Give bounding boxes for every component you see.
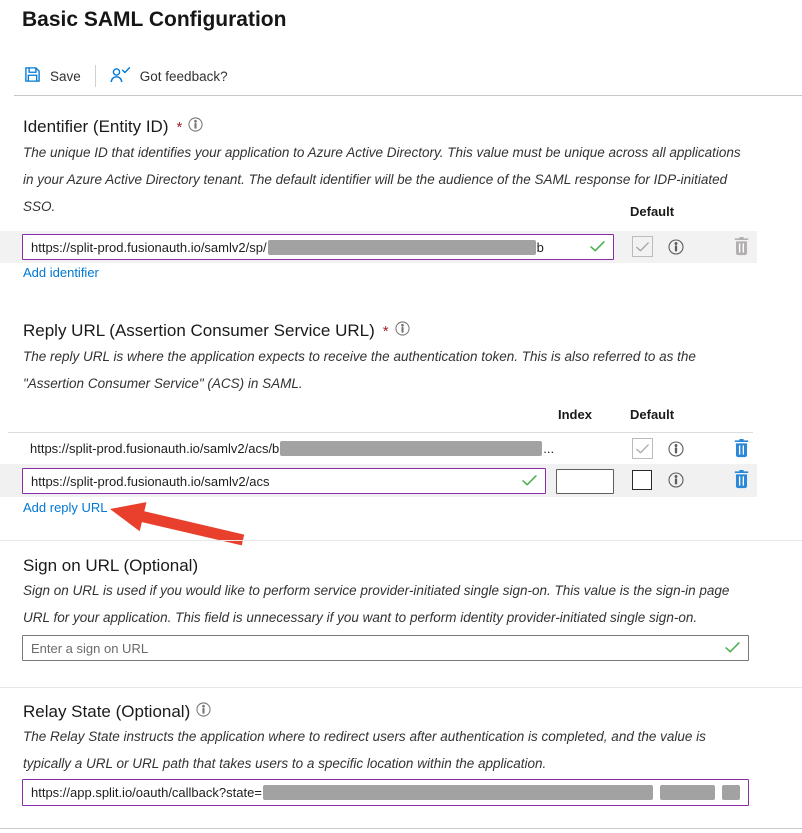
add-identifier-link[interactable]: Add identifier <box>23 265 99 280</box>
identifier-url-prefix: https://split-prod.fusionauth.io/samlv2/sp/ <box>31 239 267 255</box>
info-icon[interactable] <box>188 117 203 137</box>
info-icon[interactable] <box>668 472 684 488</box>
save-icon <box>24 66 41 86</box>
reply-row-separator <box>8 432 753 433</box>
delete-reply-url-button[interactable] <box>733 469 750 489</box>
redaction-bar <box>263 785 653 800</box>
reply-section-description: The reply URL is where the application expects to receive the authentication token. This is also referred to as the "Assertion Consumer Service" (ACS) in SAML. <box>23 349 696 391</box>
red-arrow-annotation <box>100 495 260 551</box>
relay-section-heading <box>23 702 211 722</box>
add-reply-url-link[interactable]: Add reply URL <box>23 500 108 515</box>
reply-section-heading <box>23 321 410 341</box>
toolbar-separator <box>14 95 802 96</box>
save-button[interactable] <box>24 66 81 86</box>
reply-url-value: https://split-prod.fusionauth.io/samlv2/acs <box>31 473 270 489</box>
valid-check-icon <box>590 240 605 255</box>
redaction-bar <box>280 441 542 456</box>
info-icon[interactable] <box>196 702 211 722</box>
trash-icon <box>733 469 750 489</box>
reply-row-2-default-checkbox[interactable] <box>632 470 652 490</box>
relay-heading-label: Relay State (Optional) <box>23 702 191 721</box>
reply-url-suffix: ... <box>543 441 555 456</box>
identifier-default-checkbox[interactable] <box>632 236 653 257</box>
section-separator <box>0 687 802 688</box>
trash-icon <box>733 438 750 458</box>
sign-on-section-description: Sign on URL is used if you would like to perform service provider-initiated single sign-on. This value is the sign-in page URL for your application. This field is unnecessary if you want to perform identity provider-initiated single sign-on. <box>23 583 730 625</box>
reply-row-1-url <box>30 441 554 456</box>
identifier-section-description: The unique ID that identifies your application to Azure Active Directory. This value must be unique across all applications in your Azure Active Directory tenant. The default identifier will be the audience of the SAML response for IDP-initiated SSO. <box>23 145 741 214</box>
sign-on-section-heading <box>23 556 198 576</box>
reply-index-column-header: Index <box>558 407 592 422</box>
section-separator <box>0 540 802 541</box>
valid-check-icon <box>522 474 537 489</box>
page-title: Basic SAML Configuration <box>22 8 287 31</box>
save-button-label: Save <box>50 68 81 84</box>
identifier-url-input[interactable] <box>22 234 614 260</box>
reply-row-1-default-checkbox[interactable] <box>632 438 653 459</box>
info-icon[interactable] <box>395 321 410 341</box>
info-icon[interactable] <box>668 239 684 255</box>
relay-state-input[interactable] <box>22 779 749 806</box>
reply-url-prefix: https://split-prod.fusionauth.io/samlv2/acs/b <box>30 441 280 456</box>
command-bar <box>24 62 228 90</box>
required-marker: * <box>382 322 389 340</box>
required-marker: * <box>176 118 183 136</box>
reply-url-input[interactable] <box>22 468 546 494</box>
toolbar-divider <box>95 65 96 87</box>
sign-on-url-field <box>22 635 749 661</box>
identifier-url-suffix: b <box>536 239 544 255</box>
feedback-icon <box>110 66 131 86</box>
info-icon[interactable] <box>668 441 684 457</box>
trash-icon <box>733 236 750 256</box>
bottom-separator <box>0 828 802 829</box>
redaction-bar <box>660 785 715 800</box>
relay-section-description: The Relay State instructs the application where to redirect users after authentication is completed, and the value is typically a URL or URL path that takes users to a specific location within the application. <box>23 729 706 771</box>
relay-value-prefix: https://app.split.io/oauth/callback?state= <box>31 785 262 800</box>
identifier-default-column-header: Default <box>630 204 675 219</box>
identifier-section-heading <box>23 117 203 137</box>
sign-on-url-input[interactable] <box>31 641 725 656</box>
valid-check-icon <box>725 641 740 656</box>
reply-default-column-header: Default <box>630 407 675 422</box>
feedback-button[interactable] <box>110 66 228 86</box>
redaction-bar <box>268 240 536 255</box>
delete-reply-url-button[interactable] <box>733 438 750 458</box>
delete-identifier-button <box>733 236 750 256</box>
reply-heading-label: Reply URL (Assertion Consumer Service URL) <box>23 321 375 340</box>
identifier-heading-label: Identifier (Entity ID) <box>23 117 169 136</box>
redaction-bar <box>722 785 740 800</box>
feedback-button-label: Got feedback? <box>139 68 228 84</box>
sign-on-heading-label: Sign on URL (Optional) <box>23 556 199 575</box>
reply-index-input[interactable] <box>556 469 614 494</box>
